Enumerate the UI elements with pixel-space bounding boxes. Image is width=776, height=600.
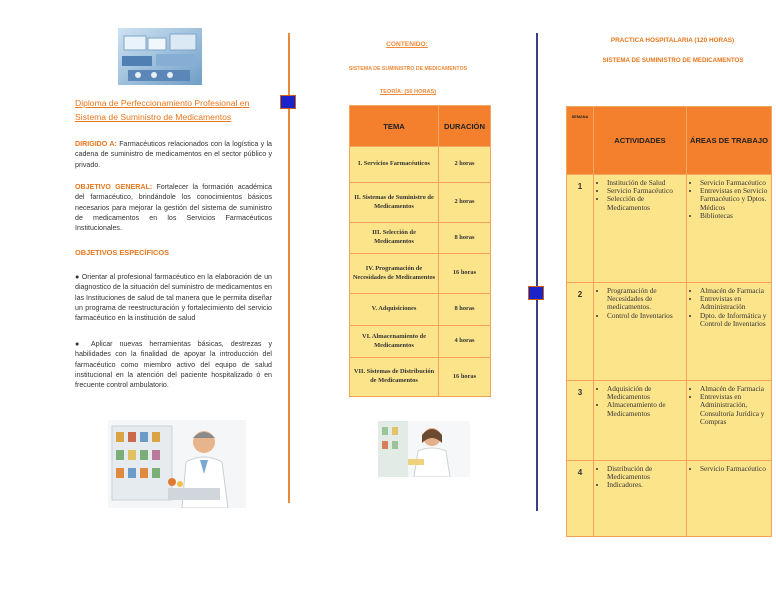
areas-cell bbox=[687, 175, 772, 283]
duracion-cell: 2 horas bbox=[439, 183, 491, 223]
tema-cell: VII. Sistemas de Distribución de Medicamentos bbox=[350, 358, 439, 397]
list-item: • Indicadores. bbox=[607, 481, 683, 489]
diploma-title-line2: Sistema de Suministro de Medicamentos bbox=[75, 112, 232, 122]
list-item: • Servicio Farmacéutico bbox=[607, 187, 683, 195]
col-actividades: ACTIVIDADES bbox=[594, 107, 687, 175]
objetivos-especificos-heading: OBJETIVOS ESPECÍFICOS bbox=[75, 248, 170, 257]
duracion-cell: 16 horas bbox=[439, 254, 491, 294]
practica-subtitle: SISTEMA DE SUMINISTRO DE MEDICAMENTOS bbox=[602, 57, 744, 64]
list-item: • Institución de Salud bbox=[607, 179, 683, 187]
col-areas: ÁREAS DE TRABAJO bbox=[687, 107, 772, 175]
areas-cell bbox=[687, 461, 772, 537]
list-item: • Entrevistas en Servicio Farmacéutico y Dptos. Médicos bbox=[700, 187, 768, 212]
pharmacy-photo-top bbox=[118, 28, 202, 85]
dirigido-text: Farmacéuticos relacionados con la logística y la cadena de suministro de medicamentos en el sector público y privado. bbox=[75, 140, 272, 169]
teoria-table-header bbox=[350, 106, 491, 147]
list-item: • Almacén de Farmacia bbox=[700, 287, 768, 295]
duracion-cell: 8 horas bbox=[439, 294, 491, 326]
list-item: • Servicio Farmacéutico bbox=[700, 179, 768, 187]
table-row bbox=[567, 283, 772, 381]
duracion-cell: 2 horas bbox=[439, 147, 491, 183]
actividades-cell bbox=[594, 461, 687, 537]
pharmacist-woman-photo bbox=[378, 421, 470, 477]
list-item: • Selección de Medicamentos bbox=[607, 195, 683, 211]
semana-cell: 2 bbox=[567, 283, 594, 381]
practica-table-header bbox=[567, 107, 772, 175]
dirigido-paragraph bbox=[75, 139, 272, 170]
tema-cell: II. Sistemas de Suministro de Medicamentos bbox=[350, 183, 439, 223]
semana-cell: 1 bbox=[567, 175, 594, 283]
table-row bbox=[350, 183, 491, 223]
actividades-cell bbox=[594, 283, 687, 381]
contenido-heading: CONTENIDO: bbox=[386, 41, 428, 48]
table-row bbox=[350, 326, 491, 358]
table-row bbox=[350, 254, 491, 294]
list-item: • Programación de Necesidades de medicamentos. bbox=[607, 287, 683, 312]
table-row bbox=[567, 175, 772, 283]
areas-cell bbox=[687, 381, 772, 461]
fold-marker-left bbox=[280, 95, 296, 109]
areas-cell bbox=[687, 283, 772, 381]
tema-cell: VI. Almacenamiento de Medicamentos bbox=[350, 326, 439, 358]
table-row bbox=[350, 358, 491, 397]
list-item: • Dpto. de Informática y Control de Inventarios bbox=[700, 312, 768, 328]
dirigido-label: DIRIGIDO A: bbox=[75, 140, 117, 148]
objetivo-general-label: OBJETIVO GENERAL: bbox=[75, 183, 153, 191]
duracion-cell: 4 horas bbox=[439, 326, 491, 358]
list-item: • Entrevistas en Administración bbox=[700, 295, 768, 311]
tema-cell: V. Adquisiciones bbox=[350, 294, 439, 326]
list-item: • Bibliotecas bbox=[700, 212, 768, 220]
actividades-cell bbox=[594, 175, 687, 283]
tema-cell: I. Servicios Farmacéuticos bbox=[350, 147, 439, 183]
objetivo-general-text: Fortalecer la formación académica del farmacéutico, brindándole los conocimientos básicos necesarios para mejorar la gestión del sistema de suministro de medicamentos en los Servicios Farmacéuticos Institucionales. bbox=[75, 183, 272, 233]
tema-cell: III. Selección de Medicamentos bbox=[350, 223, 439, 254]
list-item: • Distribución de Medicamentos bbox=[607, 465, 683, 481]
objetivo-general-paragraph bbox=[75, 182, 272, 233]
list-item: • Almacenamiento de Medicamentos bbox=[607, 401, 683, 417]
contenido-subtitle: SISTEMA DE SUMINISTRO DE MEDICAMENTOS bbox=[348, 66, 468, 72]
list-item: • Servicio Farmacéutico bbox=[700, 465, 768, 473]
list-item: • Adquisición de Medicamentos bbox=[607, 385, 683, 401]
list-item: • Almacén de Farmacia bbox=[700, 385, 768, 393]
duracion-cell: 16 horas bbox=[439, 358, 491, 397]
list-item: • Entrevistas en Administración, Consultoría Jurídica y Compras bbox=[700, 393, 768, 426]
col-tema: TEMA bbox=[350, 106, 439, 147]
actividades-cell bbox=[594, 381, 687, 461]
objetivo-especifico-2: ● Aplicar nuevas herramientas básicas, destrezas y habilidades con la finalidad de apoyar la introducción del farmacéutico como miembro activo del equipo de salud institucional en la atención del paciente hospitalizado ó en frecuente control ambulatorio. bbox=[75, 340, 272, 390]
table-row bbox=[350, 294, 491, 326]
duracion-cell: 8 horas bbox=[439, 223, 491, 254]
practica-table bbox=[566, 106, 772, 537]
list-item: • Control de Inventarios bbox=[607, 312, 683, 320]
practica-title: PRACTICA HOSPITALARIA (120 HORAS) bbox=[610, 37, 735, 44]
diploma-title-line1: Diploma de Perfeccionamiento Profesional en bbox=[75, 98, 250, 108]
semana-cell: 3 bbox=[567, 381, 594, 461]
fold-marker-right bbox=[528, 286, 544, 300]
table-row bbox=[567, 381, 772, 461]
objetivo-especifico-1: ● Orientar al profesional farmacéutico en la elaboración de un diagnostico de la situación del suministro de medicamentos en las Instituciones de salud de tal manera que le permita diseñar un programa de reestructuración y fortalecimiento del servicio farmacéutico en la institución de salud bbox=[75, 273, 272, 323]
table-row bbox=[350, 223, 491, 254]
table-row bbox=[567, 461, 772, 537]
tema-cell: IV. Programación de Necesidades de Medicamentos bbox=[350, 254, 439, 294]
col-duracion: DURACIÓN bbox=[439, 106, 491, 147]
pharmacist-photo bbox=[108, 420, 246, 508]
col-semana: SEMANA bbox=[567, 107, 594, 175]
semana-cell: 4 bbox=[567, 461, 594, 537]
teoria-heading: TEORÍA: (56 HORAS) bbox=[379, 89, 437, 95]
diploma-title bbox=[75, 96, 280, 124]
teoria-table bbox=[349, 105, 491, 397]
table-row bbox=[350, 147, 491, 183]
divider-right bbox=[536, 33, 538, 511]
